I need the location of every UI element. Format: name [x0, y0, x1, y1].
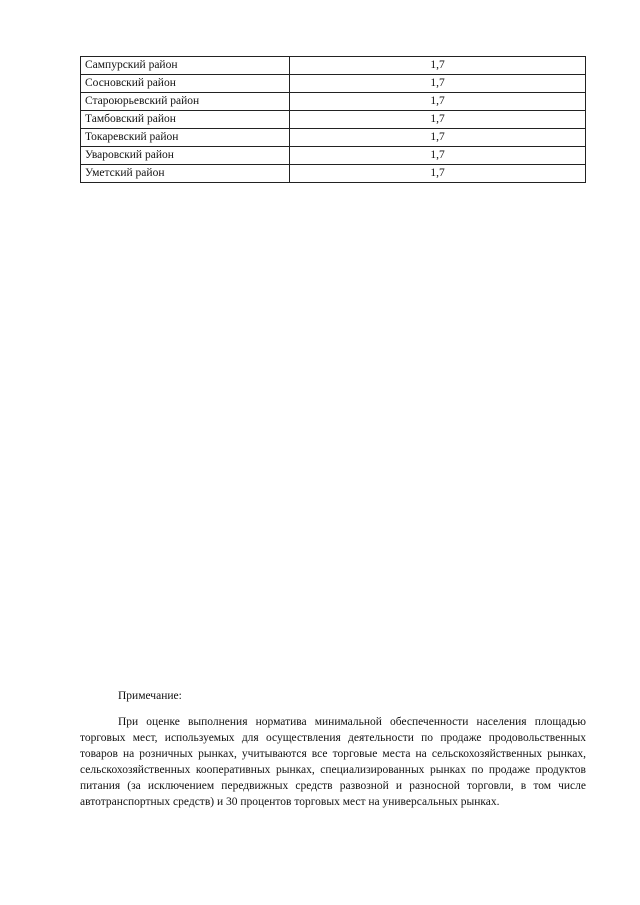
note-body: При оценке выполнения норматива минимальной обеспеченности населения площадью торговых мест, используемых для осуществления деятельности по продаже продовольственных товаров на розничных рынках, учитываются все торговые места на сельскохозяйственных рынках, сельскохозяйственных кооперативных рынках, специализированных рынках по продаже продуктов питания (за исключением передвижных средств развозной и разносной торговли, в том числе автотранспортных средств) и 30 процентов торговых мест на универсальных рынках.	[80, 716, 586, 808]
table-row	[81, 57, 586, 75]
district-name-cell: Сампурский район	[81, 57, 290, 75]
district-name-cell: Токаревский район	[81, 129, 290, 147]
district-name-cell: Сосновский район	[81, 75, 290, 93]
value-cell: 1,7	[290, 165, 586, 183]
value-cell: 1,7	[290, 75, 586, 93]
table-row	[81, 75, 586, 93]
table-row	[81, 111, 586, 129]
district-name-cell: Уметский район	[81, 165, 290, 183]
table-row	[81, 93, 586, 111]
value-cell: 1,7	[290, 57, 586, 75]
value-cell: 1,7	[290, 147, 586, 165]
value-cell: 1,7	[290, 93, 586, 111]
note-section	[80, 688, 586, 810]
district-name-cell: Уваровский район	[81, 147, 290, 165]
value-cell: 1,7	[290, 111, 586, 129]
table-row	[81, 129, 586, 147]
table-row	[81, 165, 586, 183]
district-name-cell: Староюрьевский район	[81, 93, 290, 111]
district-name-cell: Тамбовский район	[81, 111, 290, 129]
table-row	[81, 147, 586, 165]
note-title: Примечание:	[118, 690, 182, 702]
value-cell: 1,7	[290, 129, 586, 147]
district-table	[80, 56, 586, 183]
